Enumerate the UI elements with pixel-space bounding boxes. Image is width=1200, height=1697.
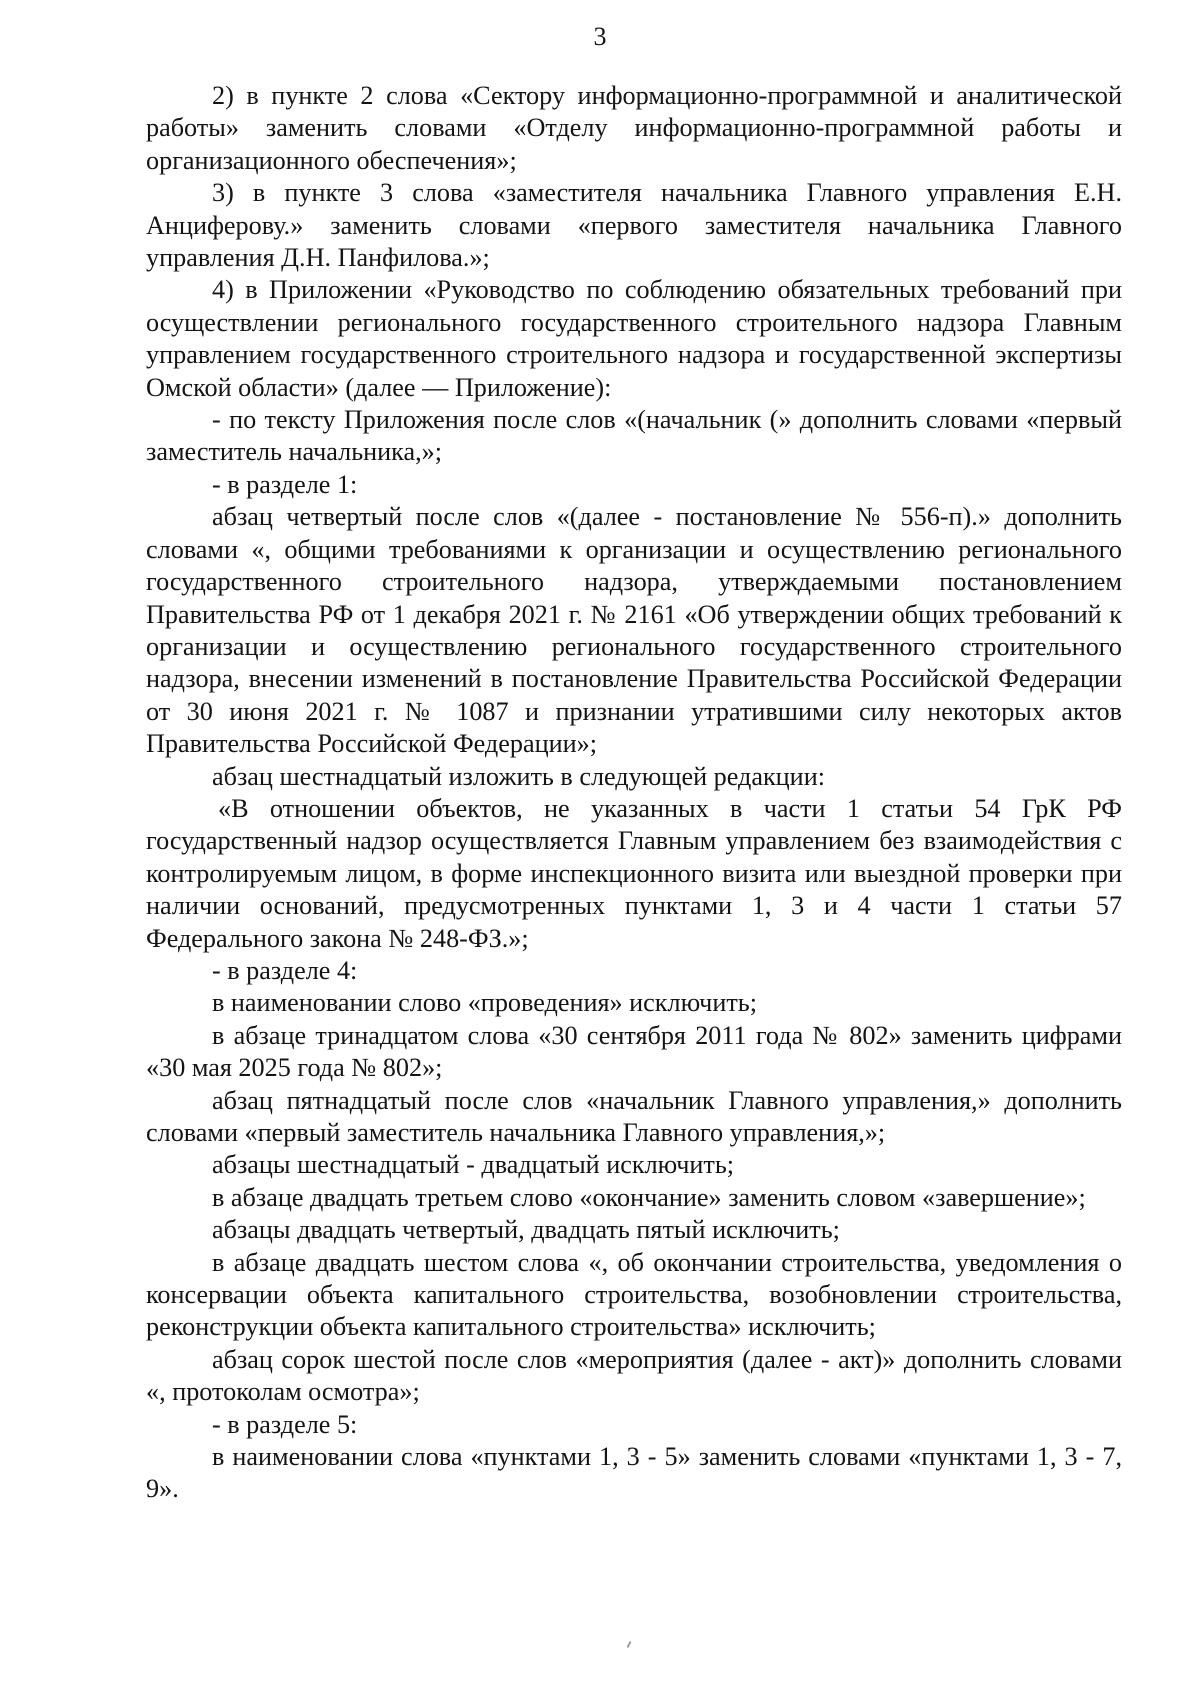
paragraph-abzac-13: в абзаце тринадцатом слова «30 сентября 2011 года № 802» заменить цифрами «30 мая 2025 года № 802»; bbox=[146, 1020, 1122, 1083]
paragraph-section-4: - в разделе 4: bbox=[212, 955, 358, 985]
scan-speck bbox=[626, 1641, 631, 1648]
paragraph-abzac-16-text: «В отношении объектов, не указанных в части 1 статьи 54 ГрК РФ государственный надзор осуществляется Главным управлением без взаимодействия с контролируемым лицом, в форме инспекционного визита или выездной проверки при наличии оснований, предусмотренных пунктами 1, 3 и 4 части 1 статьи 57 Федерального закона № 248-ФЗ.»; bbox=[146, 793, 1122, 953]
paragraph-abzac-16: абзац шестнадцатый изложить в следующей редакции: bbox=[212, 761, 825, 791]
page-number: 3 bbox=[593, 22, 607, 51]
paragraph-item-3: 3) в пункте 3 слова «заместителя начальника Главного управления Е.Н. Анциферову.» заменить словами «первого заместителя начальника Главного управления Д.Н. Панфилова.»; bbox=[146, 178, 1122, 273]
paragraph-abzac-46: абзац сорок шестой после слов «мероприятия (далее - акт)» дополнить словами «, протоколам осмотра»; bbox=[146, 1344, 1122, 1407]
paragraph-text-addition: - по тексту Приложения после слов «(начальник (» дополнить словами «первый заместитель начальника,»; bbox=[146, 405, 1122, 467]
paragraph-abzac-4: абзац четвертый после слов «(далее - постановление № 556-п).» дополнить словами «, общими требованиями к организации и осуществлению регионального государственного строительного надзора, утверждаемыми постановлением Правительства РФ от 1 декабря 2021 г. № 2161 «Об утверждении общих требований к организации и осуществлению регионального государственного строительного надзора, внесении изменений в постановление Правительства Российской Федерации от 30 июня 2021 г. № 1087 и признании утратившими силу некоторых актов Правительства Российской Федерации»; bbox=[146, 502, 1122, 759]
paragraph-abzac-26: в абзаце двадцать шестом слова «, об окончании строительства, уведомления о консервации объекта капитального строительства, возобновлении строительства, реконструкции объекта капитального строительства» исключить; bbox=[146, 1247, 1122, 1342]
paragraph-abzac-16-20: абзацы шестнадцатый - двадцатый исключить; bbox=[212, 1150, 735, 1180]
paragraph-section-5: - в разделе 5: bbox=[212, 1409, 358, 1439]
paragraph-title-change: в наименовании слово «проведения» исключить; bbox=[212, 988, 758, 1018]
paragraph-abzac-15: абзац пятнадцатый после слов «начальник Главного управления,» дополнить словами «первый заместитель начальника Главного управления,»; bbox=[146, 1085, 1122, 1147]
paragraph-abzac-23: в абзаце двадцать третьем слово «окончание» заменить словом «завершение»; bbox=[212, 1182, 1086, 1212]
paragraph-section-1: - в разделе 1: bbox=[212, 469, 358, 499]
paragraph-section-5-title: в наименовании слова «пунктами 1, 3 - 5» заменить словами «пунктами 1, 3 - 7, 9». bbox=[146, 1442, 1122, 1504]
paragraph-item-4: 4) в Приложении «Руководство по соблюдению обязательных требований при осуществлении регионального государственного строительного надзора Главным управлением государственного строительного надзора и государственной экспертизы Омской области» (далее — Приложение): bbox=[146, 275, 1122, 402]
paragraph-abzac-24-25: абзацы двадцать четвертый, двадцать пятый исключить; bbox=[212, 1215, 840, 1245]
document-body bbox=[146, 80, 1122, 1506]
paragraph-item-2: 2) в пункте 2 слова «Сектору информационно-программной и аналитической работы» заменить словами «Отделу информационно-программной работы и организационного обеспечения»; bbox=[146, 81, 1122, 175]
